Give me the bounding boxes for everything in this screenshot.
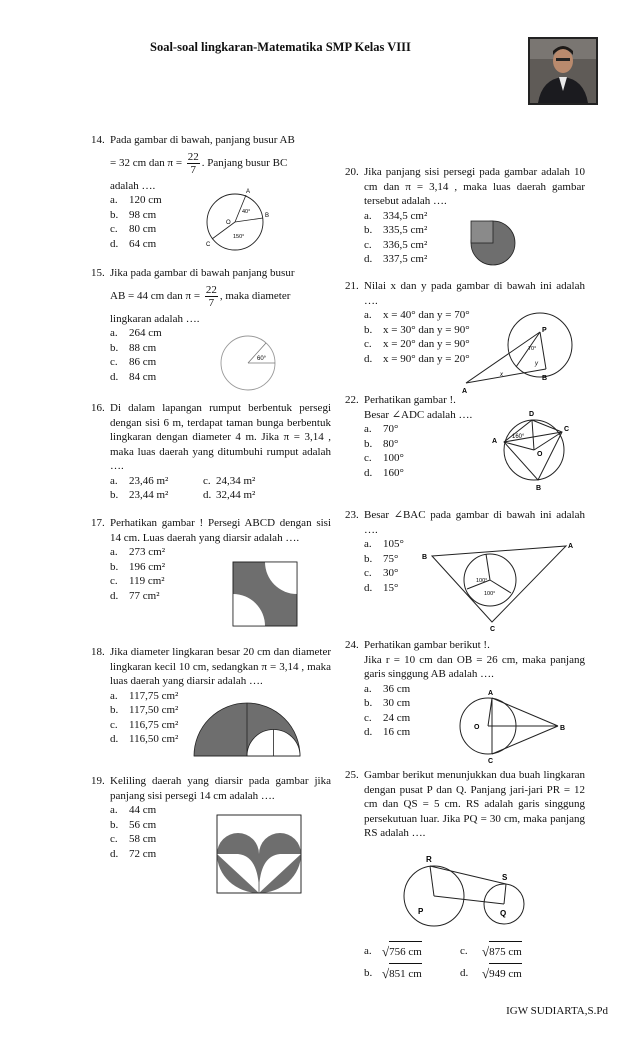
question-22: 22. Perhatikan gambar !. Besar ∠ADC adalah …. a. 70° b. 80° c. 100° d. 160° — [345, 393, 585, 480]
question-21: 21. Nilai x dan y pada gambar di bawah ini adalah …. a. x = 40° dan y = 70° b. x = 30° dan y = 90° c. x = 20° dan y = 90° d. x = 90° dan y = 20° — [345, 280, 585, 365]
option-a: a. 44 cm — [110, 804, 157, 816]
label-b: B — [265, 213, 270, 219]
q22-inscribed-figure — [488, 406, 574, 494]
option-a: a. 117,75 cm² — [110, 689, 179, 702]
label-d: D — [529, 411, 535, 418]
angle-label: 100° — [484, 591, 496, 597]
question-23: 23. Besar ∠BAC pada gambar di bawah ini adalah …. a. 105° b. 75° c. 30° d. 15° — [345, 509, 585, 594]
label-o: O — [537, 451, 543, 458]
label-s: S — [502, 873, 508, 882]
option-c: c. 100° — [364, 452, 404, 464]
option-a: a. 334,5 cm² — [364, 209, 428, 222]
q18-semicircle-figure — [192, 700, 302, 758]
option-b: b. 117,50 cm² — [110, 704, 179, 716]
option-b: b. 75° — [364, 552, 399, 565]
label-a: A — [246, 189, 251, 195]
label-b: B — [536, 485, 542, 492]
question-17: 17. Perhatikan gambar ! Persegi ABCD dengan sisi 14 cm. Luas daerah yang diarsir adalah …. a. 273 cm² b. 196 cm² c. 119 cm² d. 77 cm² — [91, 517, 331, 602]
question-25: 25. Gambar berikut menunjukkan dua buah lingkaran dengan pusat P dan Q. Panjang jari-jari PR = 12 cm dan QS = 5 cm. RS adalah garis singgung persekutuan luar. Jika PQ = 30 cm, maka panjang RS adalah …. — [345, 769, 585, 839]
option-d: d. 84 cm — [110, 370, 157, 383]
label-p: P — [542, 327, 547, 334]
question-20: 20. Jika panjang sisi persegi pada gambar adalah 10 cm dan π = 3,14 , maka luas daerah gambar tersebut adalah …. a. 334,5 cm² b. 335,5 cm² c. 336,5 cm² d. 337,5 cm² — [345, 166, 585, 265]
label-a: A — [462, 388, 468, 395]
page-title: Soal-soal lingkaran-Matematika SMP Kelas VIII — [150, 40, 411, 54]
angle-label: 60° — [257, 356, 267, 362]
question-14: 14. Pada gambar di bawah, panjang busur AB = 32 cm dan π = $\frac{22}{7}$ . Panjang busur BC adalah …. a. 120 cm b. 98 cm c. 80 cm d. 64 cm — [91, 133, 331, 251]
q21-tangent-figure — [458, 307, 590, 395]
option-d: d. √ 949 cm — [460, 963, 522, 985]
option-c: c. 58 cm — [110, 833, 157, 845]
option-b: b. 88 cm — [110, 341, 157, 354]
q23-triangle-figure — [420, 538, 580, 633]
option-c: c. √ 875 cm — [460, 941, 522, 963]
q24-tangent-figure — [448, 686, 576, 766]
option-a: a. x = 40° dan y = 70° — [364, 309, 470, 321]
label-o: O — [226, 220, 231, 226]
question-15: 15. Jika pada gambar di bawah panjang busur AB = 44 cm dan π = $\frac{22}{7}$ , maka diameter lingkaran adalah …. a. 264 cm b. 88 cm c. 86 cm d. 84 cm — [91, 266, 331, 384]
option-b: b. x = 30° dan y = 90° — [364, 323, 470, 336]
q15-circle-figure — [218, 333, 278, 393]
option-c: c. 119 cm² — [110, 575, 165, 587]
option-a: a. 264 cm — [110, 327, 162, 339]
option-d: d. 72 cm — [110, 847, 157, 860]
angle-label: 100° — [476, 578, 488, 584]
option-b: b. 196 cm² — [110, 560, 165, 573]
question-24: 24. Perhatikan gambar berikut !. Jika r = 10 cm dan OB = 26 cm, maka panjang garis singgung AB adalah …. a. 36 cm b. 30 cm c. 24 cm d. 16 cm — [345, 639, 585, 738]
option-d: d. 32,44 m² — [203, 489, 256, 501]
fraction: $\frac{22}{7}$ — [205, 283, 217, 309]
label-c: C — [488, 758, 494, 765]
label-b: B — [542, 375, 548, 382]
option-b: b. 98 cm — [110, 208, 157, 221]
label-p: P — [418, 907, 424, 916]
fraction: $\frac{22}{7}$ — [187, 150, 199, 176]
option-d: d. x = 90° dan y = 20° — [364, 352, 470, 365]
label-o: O — [474, 724, 480, 731]
option-a: a. √ 756 cm — [364, 941, 460, 963]
q25-options — [364, 941, 564, 985]
label-q: Q — [500, 909, 507, 918]
option-c: c. 86 cm — [110, 356, 157, 368]
option-a: a. 23,46 m² — [110, 474, 169, 487]
option-d: d. 160° — [364, 466, 404, 479]
option-c: c. 30° — [364, 567, 399, 579]
footer-author: IGW SUDIARTA,S.Pd — [506, 1005, 608, 1017]
option-c: c. 336,5 cm² — [364, 238, 428, 251]
option-a: a. 105° — [364, 538, 404, 550]
label-a: A — [568, 543, 574, 550]
label-b: B — [560, 725, 566, 732]
label-b: B — [422, 554, 428, 561]
q19-shaded-figure — [216, 814, 302, 894]
question-16: 16. Di dalam lapangan rumput berbentuk persegi dengan sisi 6 m, terdapat taman bunga berbentuk lingkaran dengan diameter 4 m. Jika π = 3,14 , maka luas daerah yang ditumbuhi rumput adalah …. a. 23,46 m² c. 24,34 m² b. 23,44 m² d. 32,44 m² — [91, 402, 331, 501]
option-a: a. 120 cm — [110, 194, 162, 206]
option-b: b. √ 851 cm — [364, 963, 460, 985]
option-c: c. 80 cm — [110, 223, 157, 235]
option-d: d. 116,50 cm² — [110, 733, 179, 745]
option-c: c. 24,34 m² — [203, 474, 256, 487]
option-a: a. 70° — [364, 423, 399, 435]
option-b: b. 56 cm — [110, 818, 157, 831]
option-b: b. 335,5 cm² — [364, 224, 428, 236]
q20-square-circle-figure — [470, 219, 520, 267]
label-a: A — [488, 690, 494, 697]
option-b: b. 30 cm — [364, 697, 411, 709]
question-18: 18. Jika diameter lingkaran besar 20 cm dan diameter lingkaran kecil 10 cm, sedangkan π = 3,14 , maka luas daerah yang diarsir adalah …. a. 117,75 cm² b. 117,50 cm² c. 116,75 cm² d. 116,50 cm² — [91, 646, 331, 745]
label-c: C — [206, 242, 211, 248]
option-d: d. 16 cm — [364, 726, 411, 738]
angle-label: 40° — [242, 209, 251, 215]
q14-circle-figure — [195, 188, 275, 256]
option-d: d. 15° — [364, 581, 399, 594]
label-x: x — [500, 372, 503, 378]
angle-label: 150° — [233, 234, 245, 240]
angle-label: 160° — [512, 434, 525, 440]
option-d: d. 77 cm² — [110, 589, 160, 602]
author-photo — [528, 37, 598, 105]
question-19: 19. Keliling daerah yang diarsir pada gambar jika panjang sisi persegi 14 cm adalah …. a. 44 cm b. 56 cm c. 58 cm d. 72 cm — [91, 775, 331, 860]
option-c: c. 116,75 cm² — [110, 718, 179, 731]
option-c: c. 24 cm — [364, 711, 411, 724]
option-b: b. 23,44 m² — [110, 489, 169, 501]
q25-two-circles-figure — [392, 852, 542, 930]
option-a: a. 273 cm² — [110, 546, 165, 558]
option-c: c. x = 20° dan y = 90° — [364, 338, 470, 350]
label-c: C — [490, 626, 496, 633]
label-y: y — [535, 361, 538, 367]
option-a: a. 36 cm — [364, 682, 411, 695]
q17-square-figure — [232, 561, 298, 627]
label-c: C — [564, 426, 570, 433]
option-d: d. 337,5 cm² — [364, 253, 428, 265]
angle-label: 70° — [528, 346, 537, 352]
option-d: d. 64 cm — [110, 237, 157, 250]
option-b: b. 80° — [364, 437, 399, 450]
label-r: R — [426, 855, 432, 864]
label-a: A — [492, 438, 498, 445]
